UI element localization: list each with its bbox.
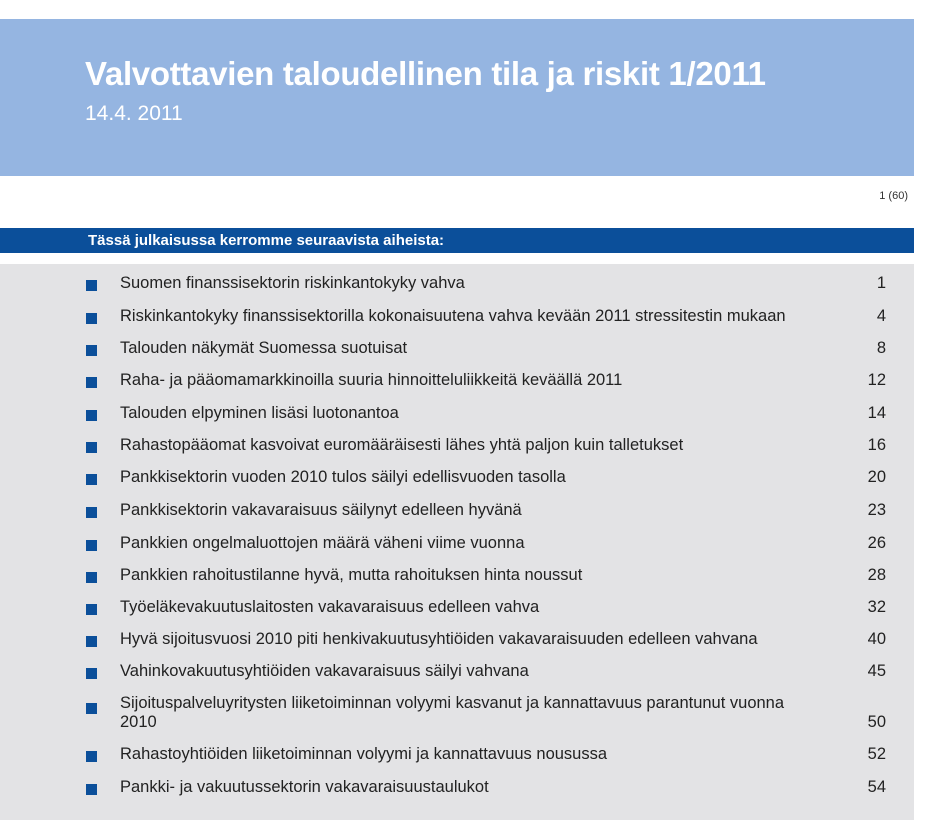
toc-item-page: 23 xyxy=(867,501,886,519)
toc-item-page: 28 xyxy=(867,566,886,584)
toc-item-page: 54 xyxy=(867,778,886,796)
bullet-square-icon xyxy=(86,345,97,356)
toc-item-label: Suomen finanssisektorin riskinkantokyky vahva xyxy=(120,274,465,292)
bullet-square-icon xyxy=(86,604,97,615)
toc-item-page: 1 xyxy=(876,274,886,292)
toc-item-page: 14 xyxy=(867,404,886,422)
toc-item-label: Työeläkevakuutuslaitosten vakavaraisuus edelleen vahva xyxy=(120,598,540,616)
toc-item-label: Pankki- ja vakuutussektorin vakavaraisuustaulukot xyxy=(120,778,489,796)
toc-item-label: Sijoituspalveluyritysten liiketoiminnan volyymi kasvanut ja kannattavuus parantunut vuonna 2010 xyxy=(120,694,785,731)
bullet-square-icon xyxy=(86,636,97,647)
toc-item-page: 40 xyxy=(867,630,886,648)
toc-item-label: Talouden elpyminen lisäsi luotonantoa xyxy=(120,404,399,422)
toc-item-page: 16 xyxy=(867,436,886,454)
table-of-contents xyxy=(0,264,914,820)
toc-item-page: 4 xyxy=(876,307,886,325)
toc-item-label: Hyvä sijoitusvuosi 2010 piti henkivakuutusyhtiöiden vakavaraisuuden edelleen vahvana xyxy=(120,630,758,648)
bullet-square-icon xyxy=(86,751,97,762)
toc-item-label: Riskinkantokyky finanssisektorilla kokonaisuutena vahva kevään 2011 stressitestin mukaan xyxy=(120,307,786,325)
bullet-square-icon xyxy=(86,572,97,583)
bullet-square-icon xyxy=(86,474,97,485)
bullet-square-icon xyxy=(86,540,97,551)
page-number: 1 (60) xyxy=(879,190,908,202)
toc-item-label: Talouden näkymät Suomessa suotuisat xyxy=(120,339,408,357)
toc-item-page: 26 xyxy=(867,534,886,552)
toc-item-label: Pankkien rahoitustilanne hyvä, mutta rahoituksen hinta noussut xyxy=(120,566,583,584)
toc-item-label: Pankkisektorin vakavaraisuus säilynyt edelleen hyvänä xyxy=(120,501,522,519)
bullet-square-icon xyxy=(86,703,97,714)
toc-item-page: 52 xyxy=(867,745,886,763)
toc-heading: Tässä julkaisussa kerromme seuraavista aiheista: xyxy=(88,232,445,249)
toc-item-label: Vahinkovakuutusyhtiöiden vakavaraisuus säilyi vahvana xyxy=(120,662,529,680)
page-title: Valvottavien taloudellinen tila ja riskit 1/2011 xyxy=(85,55,766,92)
toc-heading-bar xyxy=(0,228,914,253)
toc-item-page: 50 xyxy=(867,713,886,731)
bullet-square-icon xyxy=(86,377,97,388)
toc-item-page: 32 xyxy=(867,598,886,616)
header-banner xyxy=(0,19,914,176)
toc-item-page: 20 xyxy=(867,468,886,486)
bullet-square-icon xyxy=(86,410,97,421)
toc-item-label: Rahastopääomat kasvoivat euromääräisesti lähes yhtä paljon kuin talletukset xyxy=(120,436,684,454)
toc-item-label: Pankkisektorin vuoden 2010 tulos säilyi edellisvuoden tasolla xyxy=(120,468,566,486)
toc-item-label: Pankkien ongelmaluottojen määrä väheni viime vuonna xyxy=(120,534,525,552)
toc-item-label: Raha- ja pääomamarkkinoilla suuria hinnoitteluliikkeitä keväällä 2011 xyxy=(120,371,623,389)
publication-date: 14.4. 2011 xyxy=(85,102,183,125)
bullet-square-icon xyxy=(86,784,97,795)
bullet-square-icon xyxy=(86,507,97,518)
bullet-square-icon xyxy=(86,668,97,679)
toc-item-label: Rahastoyhtiöiden liiketoiminnan volyymi ja kannattavuus nousussa xyxy=(120,745,608,763)
toc-item-page: 45 xyxy=(867,662,886,680)
toc-item-page: 8 xyxy=(876,339,886,357)
toc-item-page: 12 xyxy=(867,371,886,389)
bullet-square-icon xyxy=(86,280,97,291)
bullet-square-icon xyxy=(86,313,97,324)
bullet-square-icon xyxy=(86,442,97,453)
